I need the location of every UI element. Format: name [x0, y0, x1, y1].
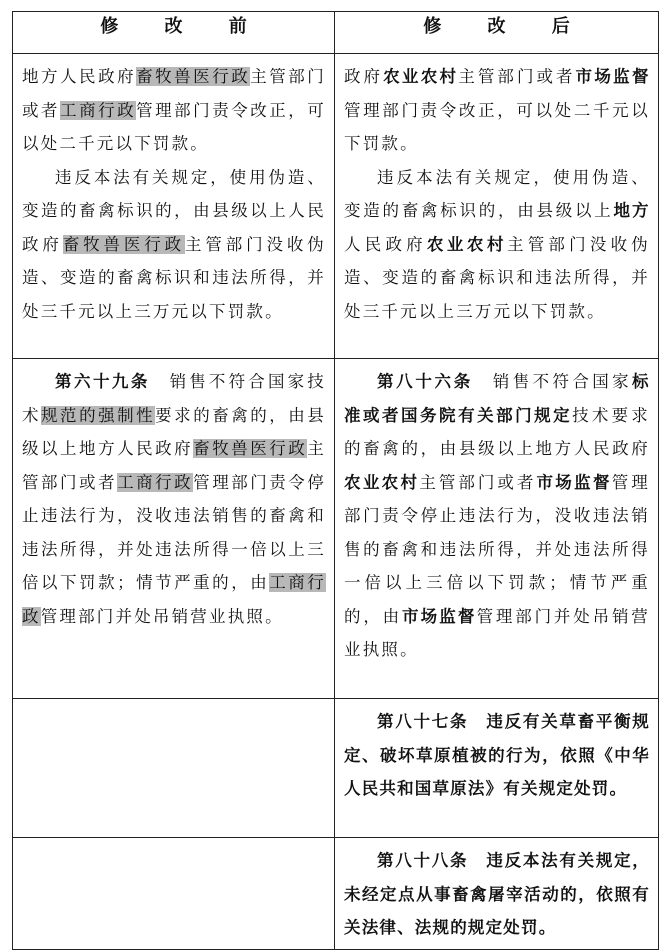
cell-before: [13, 699, 335, 838]
text-run: 管理部门责令改正，可以处二千元以下罚款。: [344, 100, 650, 153]
comparison-table: [12, 11, 659, 950]
clause-paragraph: [344, 60, 650, 161]
clause-paragraph: [344, 844, 650, 945]
clause-paragraph: [22, 365, 326, 633]
text-run: 管理部门并处吊销营业执照。: [40, 606, 284, 626]
bold-text: 第八十六条: [377, 372, 473, 391]
text-run: 销售不符合国家技术: [22, 372, 326, 425]
table-row: [13, 838, 659, 950]
comparison-page: [12, 11, 658, 950]
bold-text: 农业农村: [426, 234, 507, 254]
highlighted-text: 工商行政: [60, 100, 137, 120]
cell-after: [335, 699, 659, 838]
table-row: [13, 359, 659, 699]
cell-after: [335, 838, 659, 950]
text-run: 主管部门或者: [22, 439, 326, 492]
text-run: 销售不符合国家: [472, 372, 632, 391]
text-run: 主管部门没收伪造、变造的畜禽标识和违法所得，并处三千元以上三万元以下罚款。: [22, 234, 326, 321]
highlighted-text: 规范的强制性: [41, 405, 156, 425]
text-run: 政府: [344, 67, 384, 86]
clause-paragraph: [344, 705, 650, 806]
clause-paragraph: [22, 60, 326, 161]
bold-text: 农业农村: [344, 472, 420, 492]
text-run: 地方人民政府: [22, 67, 137, 86]
cell-before: [13, 838, 335, 950]
text-run: 管理部门并处吊销营业执照。: [344, 606, 650, 659]
header-row: [13, 12, 659, 54]
text-run: 技术要求的畜禽的，由县级以上地方人民政府: [344, 405, 650, 458]
clause-paragraph: [344, 161, 650, 329]
bold-text: 标准或者国务院有关部门规定: [344, 372, 650, 425]
cell-before: [13, 359, 335, 699]
text-run: 主管部门或者: [22, 67, 327, 120]
bold-text: 地方: [613, 201, 650, 220]
text-run: 人民政府: [344, 234, 427, 254]
bold-text: 市场监督: [402, 606, 477, 626]
clause-paragraph: [344, 365, 650, 667]
bold-text: 第六十九条: [55, 372, 150, 391]
text-run: 违反本法有关规定，使用伪造、变造的畜禽标识的，由县级以上人民政府: [22, 167, 326, 254]
text-run: 第八十七条 违反有关草畜平衡规定、破坏草原植被的行为，依照《中华人民共和国草原法》有关规定处罚。: [344, 712, 650, 798]
text-run: 主管部门或者: [419, 472, 537, 492]
highlighted-text: 畜牧兽医行政: [62, 234, 186, 254]
text-run: 第八十八条 违反本法有关规定，未经定点从事畜禽屠宰活动的，依照有关法律、法规的规定处罚。: [344, 851, 650, 937]
cell-after: [335, 359, 659, 699]
table-row: [13, 54, 659, 359]
cell-before: [13, 54, 335, 359]
table-row: [13, 699, 659, 838]
cell-after: [335, 54, 659, 359]
text-run: 主管部门或者: [458, 67, 576, 86]
text-run: 管理部门责令停止违法行为，没收违法销售的畜禽和违法所得，并处违法所得一倍以上三倍以下罚款；情节严重的，由: [22, 472, 326, 592]
text-run: 管理部门责令停止违法行为，没收违法销售的畜禽和违法所得，并处违法所得一倍以上三倍以下罚款；情节严重的，由: [344, 472, 651, 626]
bold-text: 农业农村: [383, 67, 459, 86]
highlighted-text: 工商行政: [117, 472, 194, 492]
clause-paragraph: [22, 161, 326, 329]
highlighted-text: 畜牧兽医行政: [136, 67, 251, 86]
header-after: 修 改 后: [335, 12, 659, 54]
text-run: 要求的畜禽的，由县级以上地方人民政府: [22, 405, 327, 458]
header-before: 修 改 前: [13, 12, 335, 54]
text-run: 管理部门责令改正，可以处二千元以下罚款。: [22, 100, 326, 153]
highlighted-text: 畜牧兽医行政: [193, 439, 308, 458]
highlighted-text: 工商行政: [22, 573, 326, 626]
text-run: 主管部门没收伪造、变造的畜禽标识和违法所得，并处三千元以上三万元以下罚款。: [344, 234, 651, 321]
text-run: 违反本法有关规定，使用伪造、变造的畜禽标识的，由县级以上: [344, 167, 650, 220]
bold-text: 市场监督: [536, 472, 612, 492]
bold-text: 市场监督: [575, 67, 651, 86]
